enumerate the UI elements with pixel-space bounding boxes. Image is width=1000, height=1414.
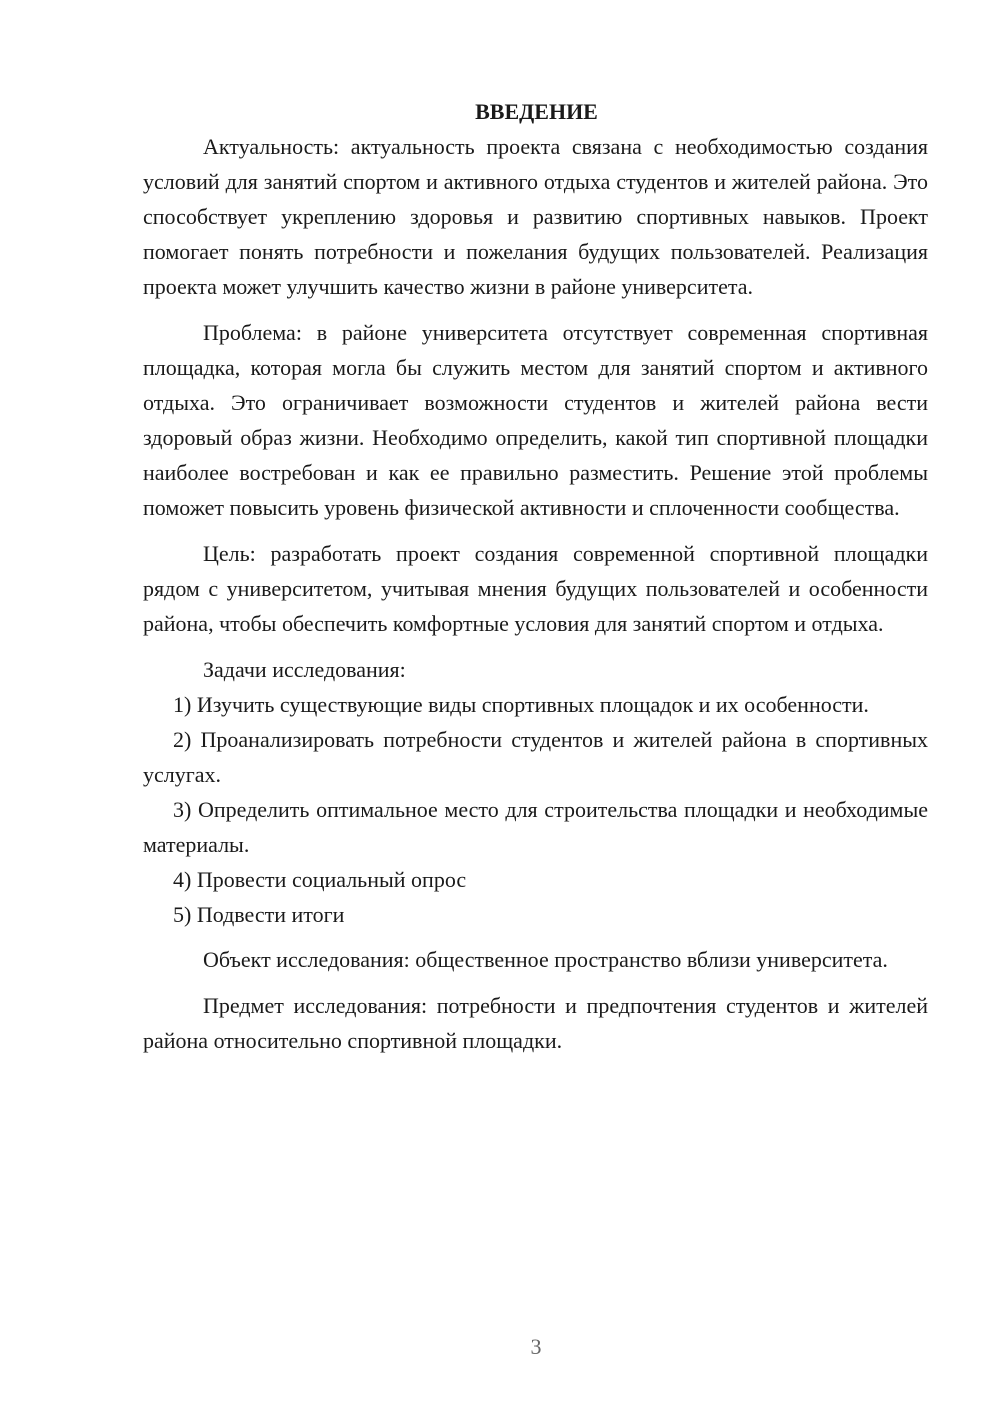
task-item-5: 5) Подвести итоги	[173, 902, 345, 927]
page-content	[143, 94, 928, 1058]
task-item-3: 3) Определить оптимальное место для строительства площадки и необходимые материалы.	[143, 797, 928, 857]
subject-paragraph: Предмет исследования: потребности и предпочтения студентов и жителей района относительно спортивной площадки.	[143, 993, 928, 1053]
page-number: 3	[530, 1334, 542, 1359]
object-paragraph: Объект исследования: общественное пространство вблизи университета.	[203, 947, 888, 972]
task-item-1: 1) Изучить существующие виды спортивных площадок и их особенности.	[173, 692, 869, 717]
goal-paragraph: Цель: разработать проект создания современной спортивной площадки рядом с университетом, учитывая мнения будущих пользователей и особенности района, чтобы обеспечить комфортные условия для занятий спортом и отдыха.	[143, 541, 928, 636]
problem-paragraph: Проблема: в районе университета отсутствует современная спортивная площадка, которая могла бы служить местом для занятий спортом и активного отдыха. Это ограничивает возможности студентов и жителей района вести здоровый образ жизни. Необходимо определить, какой тип спортивной площадки наиболее востребован и как ее правильно разместить. Решение этой проблемы поможет повысить уровень физической активности и сплоченности сообщества.	[143, 320, 928, 520]
tasks-heading: Задачи исследования:	[203, 657, 406, 682]
relevance-paragraph: Актуальность: актуальность проекта связана с необходимостью создания условий для занятий спортом и активного отдыха студентов и жителей района. Это способствует укреплению здоровья и развитию спортивных навыков. Проект помогает понять потребности и пожелания будущих пользователей. Реализация проекта может улучшить качество жизни в районе университета.	[143, 134, 928, 299]
task-item-4: 4) Провести социальный опрос	[173, 867, 467, 892]
section-title: ВВЕДЕНИЕ	[475, 99, 598, 124]
task-item-2: 2) Проанализировать потребности студентов и жителей района в спортивных услугах.	[143, 727, 928, 787]
